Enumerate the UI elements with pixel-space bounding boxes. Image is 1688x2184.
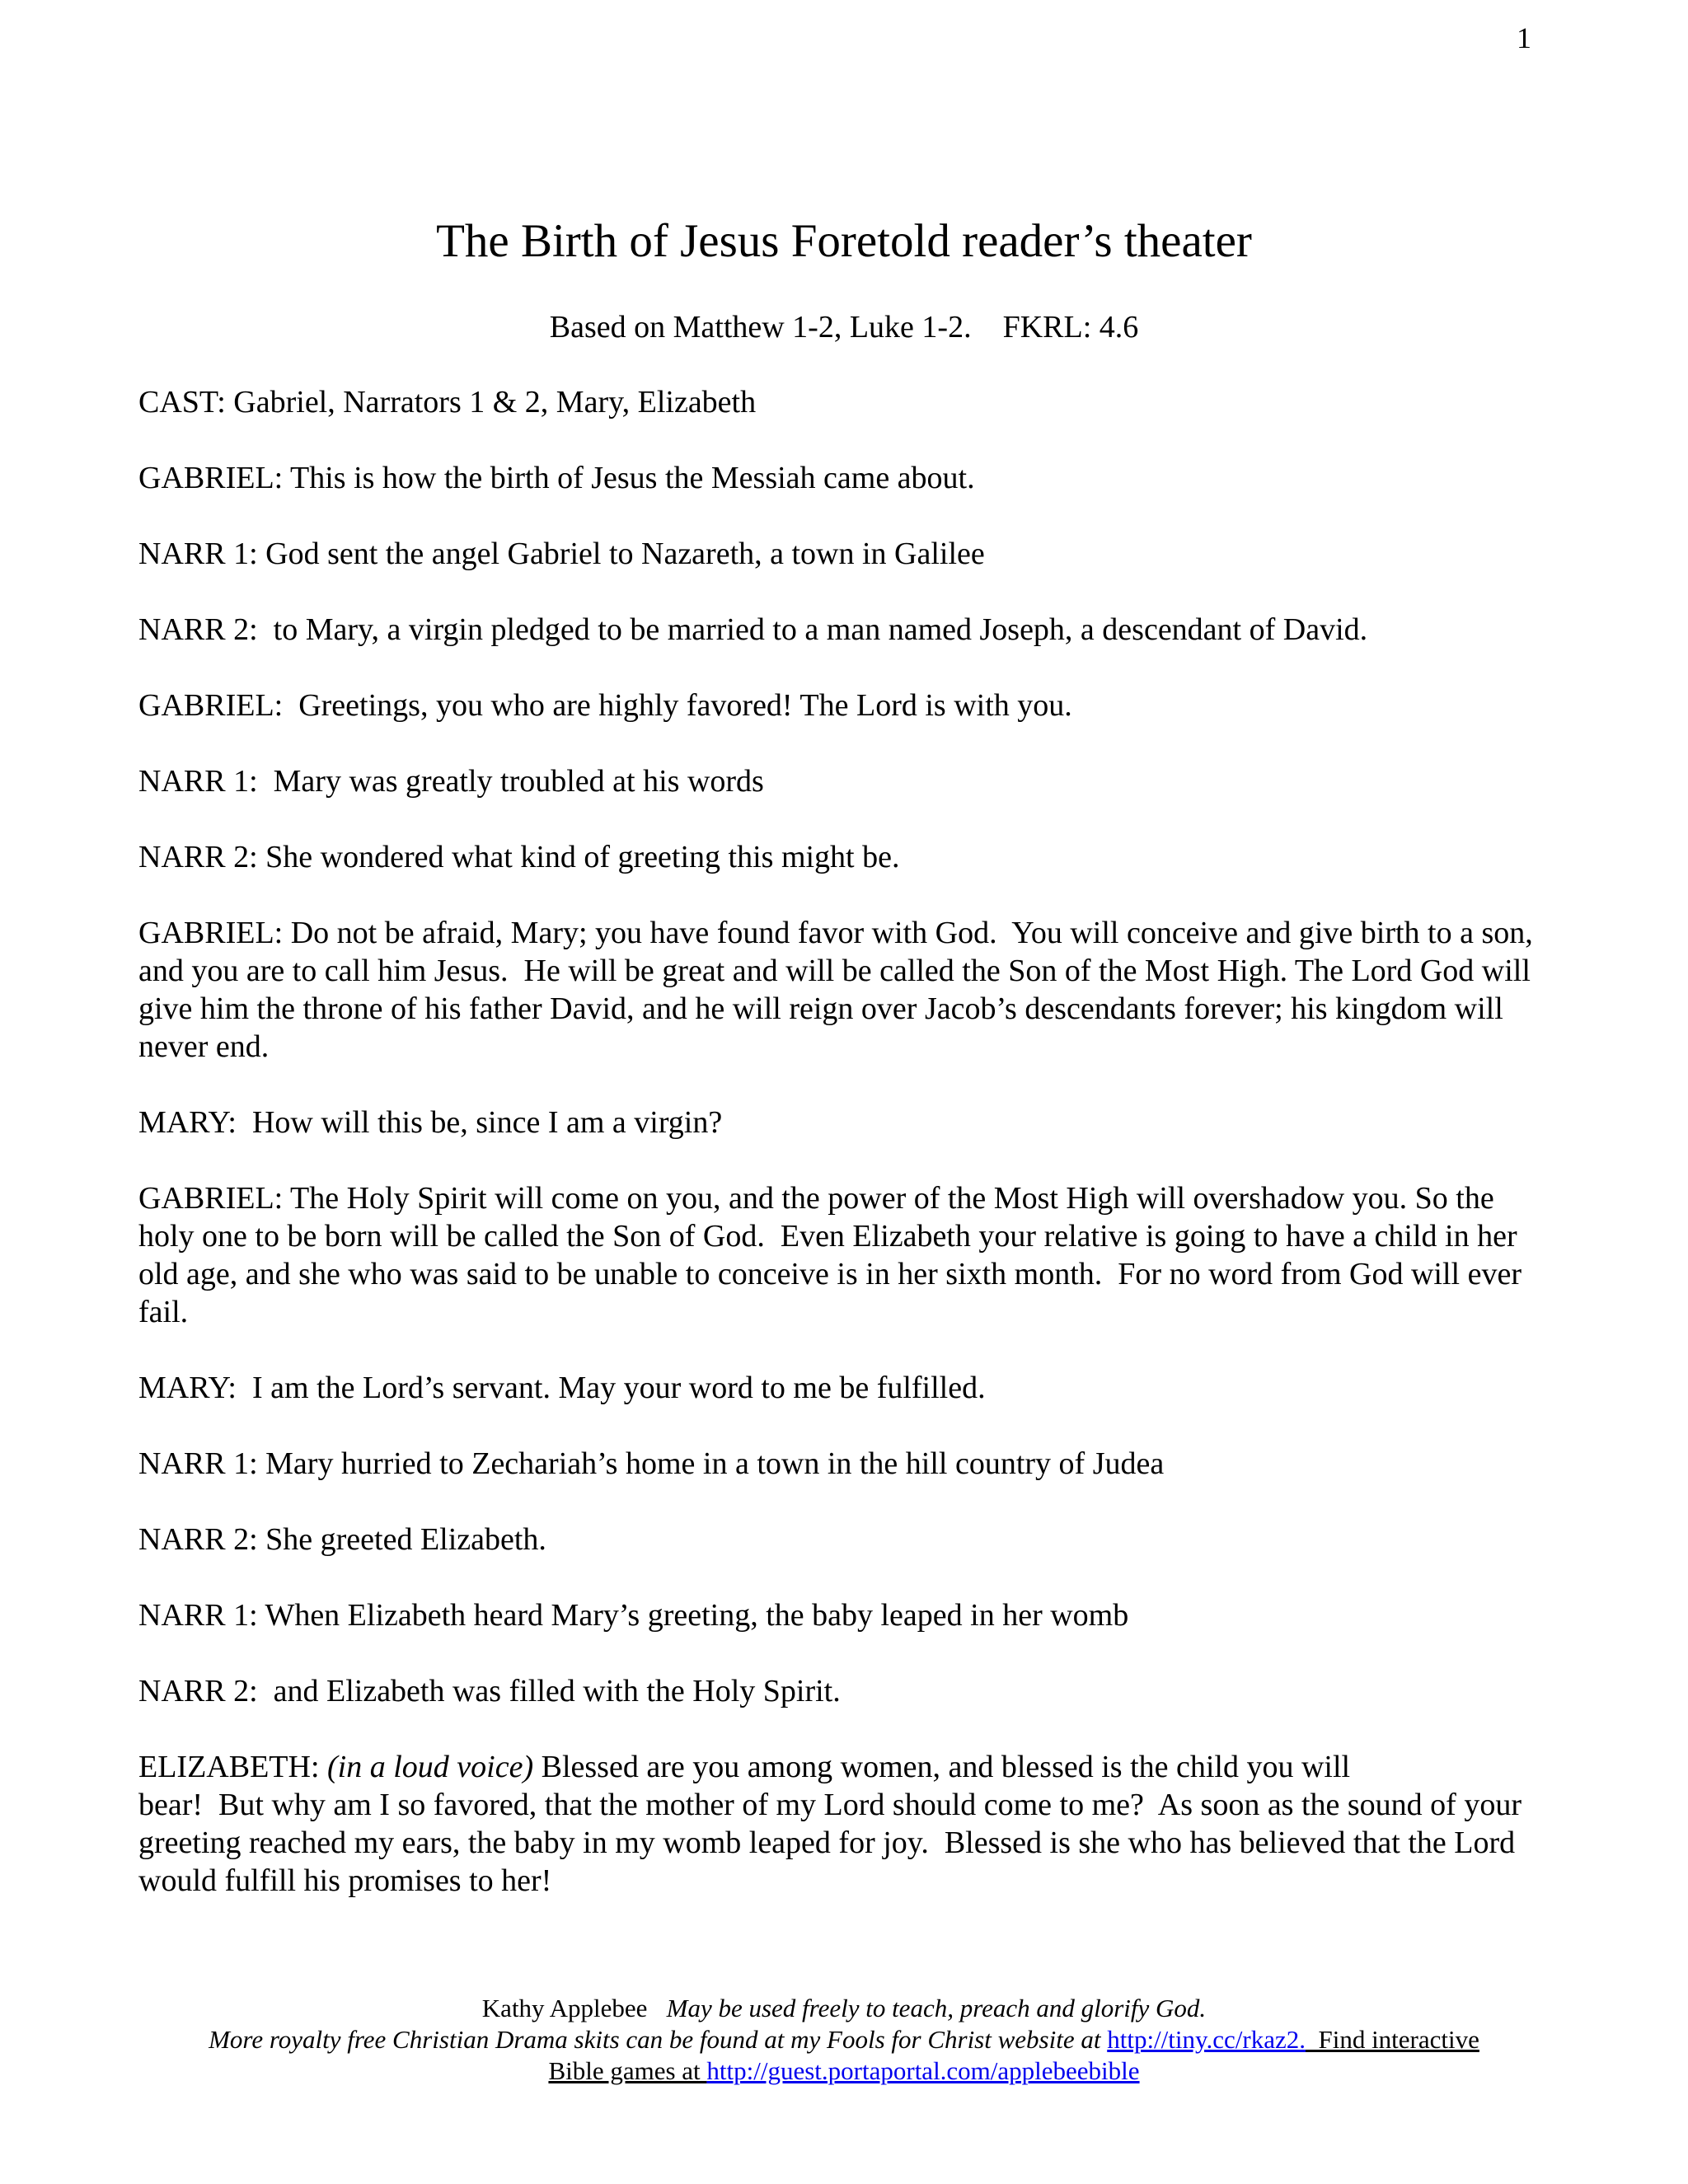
footer	[0, 1993, 1688, 2087]
script-line: GABRIEL: This is how the birth of Jesus the Messiah came about.	[138, 461, 975, 495]
more-skits-text: More royalty free Christian Drama skits can be found at my Fools for Christ website at	[209, 2025, 1108, 2054]
script-line: MARY: I am the Lord’s servant. May your word to me be fulfilled.	[138, 1371, 986, 1405]
games-text: Bible games at	[548, 2056, 707, 2085]
author-name: Kathy Applebee	[481, 1994, 648, 2022]
script-line: NARR 2: and Elizabeth was filled with the Holy Spirit.	[138, 1674, 841, 1708]
footer-credit	[0, 1993, 1688, 2024]
line-text: Blessed are you among women, and blessed is the child you will	[533, 1750, 1351, 1784]
script-line: NARR 1: Mary was greatly troubled at his words	[138, 764, 764, 799]
line-text-continued: bear! But why am I so favored, that the mother of my Lord should come to me? As soon as the sound of your greeting reached my ears, the baby in my womb leaped for joy. Blessed is she who has believed that the Lord would fulfill his promises to her!	[138, 1788, 1530, 1898]
script-line: NARR 1: When Elizabeth heard Mary’s greeting, the baby leaped in her womb	[138, 1598, 1129, 1633]
speaker-label: ELIZABETH:	[138, 1750, 328, 1784]
script-line: NARR 2: She wondered what kind of greeting this might be.	[138, 840, 900, 874]
script-line: NARR 1: God sent the angel Gabriel to Nazareth, a town in Galilee	[138, 537, 985, 571]
script-line: NARR 1: Mary hurried to Zechariah’s home in a town in the hill country of Judea	[138, 1446, 1165, 1481]
script-line: NARR 2: to Mary, a virgin pledged to be married to a man named Joseph, a descendant of David.	[138, 612, 1368, 647]
script-body	[138, 383, 1550, 1938]
stage-direction: (in a loud voice)	[327, 1750, 534, 1784]
cast-list: CAST: Gabriel, Narrators 1 & 2, Mary, Elizabeth	[138, 385, 757, 419]
find-interactive-text: Find interactive	[1305, 2025, 1479, 2054]
script-line: GABRIEL: Do not be afraid, Mary; you have found favor with God. You will conceive and give birth to a son, and you are to call him Jesus. He will be great and will be called the Son of the Most High. The Lord God will give him the throne of his father David, and he will reign over Jacob’s descendants forever; his kingdom will never end.	[138, 916, 1541, 1064]
script-line: NARR 2: She greeted Elizabeth.	[138, 1522, 546, 1557]
script-line: MARY: How will this be, since I am a virgin?	[138, 1105, 723, 1140]
website-link[interactable]: http://tiny.cc/rkaz2.	[1107, 2025, 1306, 2054]
script-line: GABRIEL: The Holy Spirit will come on you, and the power of the Most High will overshadow you. So the holy one to be born will be called the Son of God. Even Elizabeth your relative is going to have a child in her old age, and she who was said to be unable to conceive is in her sixth month. For no word from God will ever fail.	[138, 1181, 1530, 1329]
page-title: The Birth of Jesus Foretold reader’s theater	[436, 215, 1252, 267]
script-line: GABRIEL: Greetings, you who are highly favored! The Lord is with you.	[138, 688, 1072, 723]
footer-more	[0, 2024, 1688, 2055]
games-link[interactable]: http://guest.portaportal.com/applebeebible	[706, 2056, 1140, 2085]
page-number: 1	[1517, 21, 1531, 54]
footer-games	[0, 2055, 1688, 2087]
subtitle: Based on Matthew 1-2, Luke 1-2. FKRL: 4.6	[549, 310, 1139, 344]
elizabeth-line	[138, 1748, 1550, 1900]
license-note: May be used freely to teach, preach and glorify God.	[666, 1994, 1207, 2022]
